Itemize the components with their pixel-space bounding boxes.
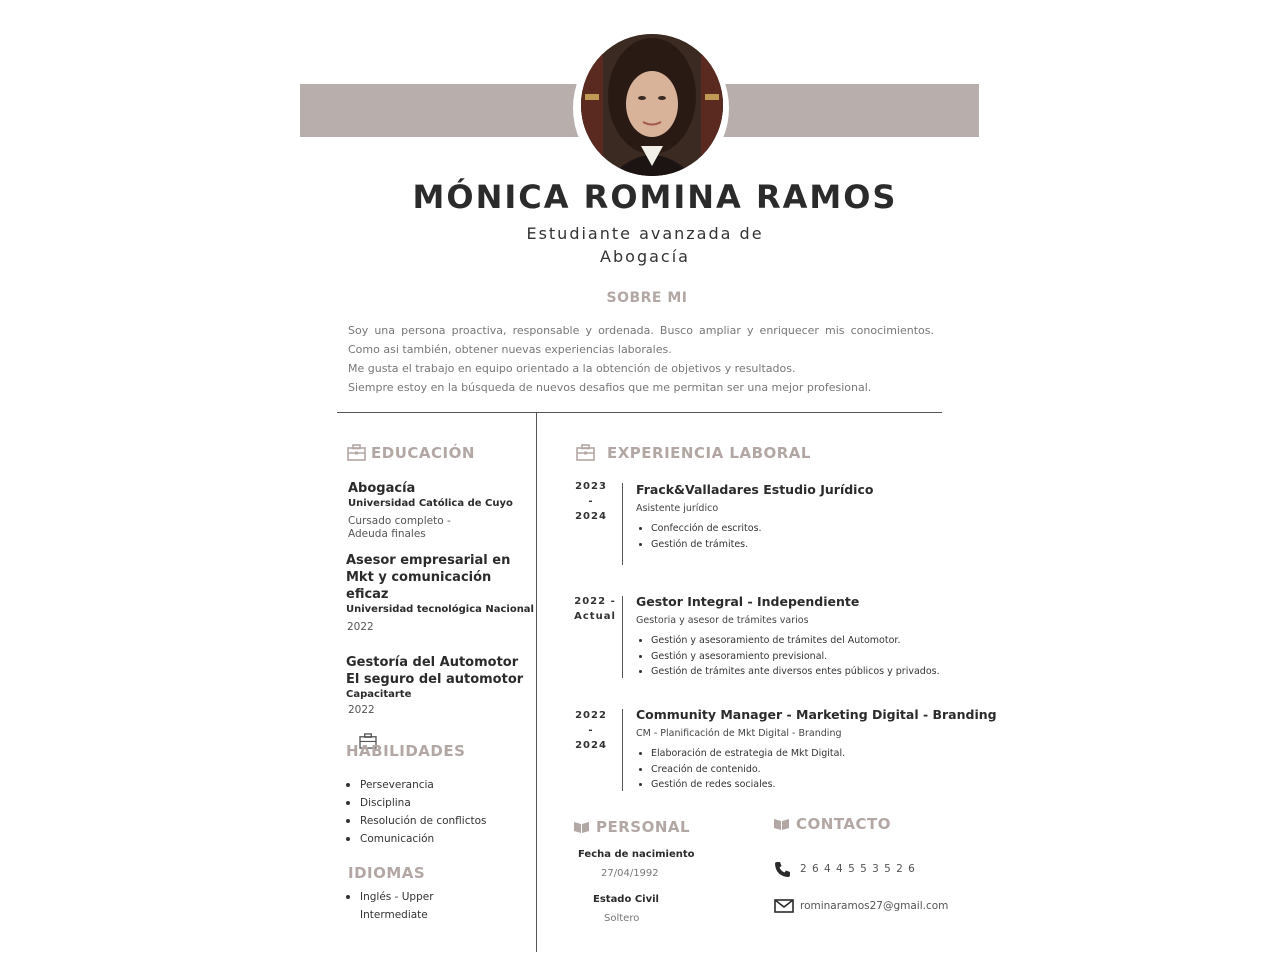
- about-text: [348, 321, 934, 397]
- education-degree-line: eficaz: [346, 587, 389, 602]
- subtitle-line: Estudiante avanzada de: [526, 224, 764, 243]
- candidate-name: MÓNICA ROMINA RAMOS: [412, 178, 898, 216]
- list-item: Comunicación: [346, 830, 487, 848]
- list-item: Gestión y asesoramiento previsional.: [636, 649, 940, 665]
- list-item: Gestión y asesoramiento de trámites del Automotor.: [636, 633, 940, 649]
- education-institution: Universidad Católica de Cuyo: [348, 498, 513, 509]
- list-item: Creación de contenido.: [636, 762, 845, 778]
- skills-title: HABILIDADES: [346, 742, 466, 760]
- horizontal-divider: [337, 412, 942, 413]
- briefcase-icon: [576, 444, 595, 461]
- phone-icon: [774, 861, 791, 878]
- job-role: Gestoria y asesor de trámites varios: [636, 615, 809, 626]
- list-item: Gestión de trámites.: [636, 537, 762, 553]
- civil-status-value: Soltero: [604, 913, 640, 924]
- year-dash: -: [588, 496, 594, 507]
- about-paragraph: Siempre estoy en la búsqueda de nuevos desafios que me permitan ser una mejor profesional.: [348, 381, 872, 394]
- education-institution: Universidad tecnológica Nacional: [346, 604, 534, 615]
- education-note-line: Adeuda finales: [348, 528, 426, 540]
- education-degree-line: Asesor empresarial en: [346, 553, 511, 568]
- education-degree: [346, 654, 523, 688]
- list-item: Disciplina: [346, 794, 487, 812]
- education-degree-line: El seguro del automotor: [346, 672, 524, 687]
- education-institution: Capacitarte: [346, 689, 412, 700]
- year-end: 2024: [575, 740, 607, 751]
- education-degree: [346, 552, 510, 603]
- education-degree-line: Gestoría del Automotor: [346, 655, 519, 670]
- contact-title: CONTACTO: [796, 815, 891, 833]
- year-start: 2022 -: [574, 596, 616, 607]
- education-note: [348, 515, 451, 541]
- list-item: [346, 888, 434, 924]
- languages-title: IDIOMAS: [348, 864, 426, 882]
- year-start: 2022: [575, 710, 607, 721]
- avatar: [581, 34, 723, 176]
- job-tasks: [636, 521, 762, 552]
- year-end: Actual: [574, 611, 616, 622]
- candidate-subtitle: [445, 222, 845, 268]
- job-tasks: [636, 746, 845, 793]
- job-years: [570, 594, 620, 624]
- education-year: 2022: [347, 621, 374, 633]
- job-title: Gestor Integral - Independiente: [636, 594, 860, 609]
- job-tasks: [636, 633, 940, 680]
- timeline-line: [622, 483, 623, 565]
- list-item: Elaboración de estrategia de Mkt Digital.: [636, 746, 845, 762]
- about-paragraph: Soy una persona proactiva, responsable y ordenada. Busco ampliar y enriquecer mis conocimientos. Como asi también, obtener nuevas experiencias laborales.: [348, 324, 934, 356]
- language-line: Intermediate: [360, 909, 428, 921]
- job-role: CM - Planificación de Mkt Digital - Branding: [636, 728, 842, 739]
- job-title: Community Manager - Marketing Digital - Branding: [636, 707, 997, 722]
- briefcase-icon: [347, 444, 366, 461]
- list-item: Gestión de trámites ante diversos entes públicos y privados.: [636, 664, 940, 680]
- languages-list: [346, 888, 434, 924]
- list-item: Confección de escritos.: [636, 521, 762, 537]
- about-paragraph: Me gusta el trabajo en equipo orientado a la obtención de objetivos y resultados.: [348, 362, 796, 375]
- education-degree: Abogacía: [348, 481, 416, 496]
- contact-phone[interactable]: 2 6 4 4 5 5 3 5 2 6: [800, 863, 916, 875]
- education-note-line: Cursado completo -: [348, 515, 451, 527]
- education-degree-line: Mkt y comunicación: [346, 570, 492, 585]
- timeline-line: [622, 596, 623, 678]
- book-icon: [573, 820, 590, 834]
- experience-title: EXPERIENCIA LABORAL: [607, 444, 811, 462]
- skills-list: [346, 776, 487, 848]
- envelope-icon: [774, 899, 794, 913]
- year-end: 2024: [575, 511, 607, 522]
- timeline-line: [622, 709, 623, 791]
- education-year: 2022: [348, 704, 375, 716]
- birth-label: Fecha de nacimiento: [578, 849, 695, 860]
- list-item: Perseverancia: [346, 776, 487, 794]
- contact-email[interactable]: rominaramos27@gmail.com: [800, 900, 949, 912]
- birth-value: 27/04/1992: [601, 868, 659, 879]
- civil-status-label: Estado Civil: [593, 894, 659, 905]
- education-title: EDUCACIÓN: [371, 444, 475, 462]
- subtitle-line: Abogacía: [600, 247, 690, 266]
- job-role: Asistente jurídico: [636, 503, 719, 514]
- year-dash: -: [588, 725, 594, 736]
- language-line: Inglés - Upper: [360, 891, 434, 903]
- list-item: Resolución de conflictos: [346, 812, 487, 830]
- book-icon: [773, 817, 790, 831]
- about-title: SOBRE MI: [606, 290, 688, 306]
- list-item: Gestión de redes sociales.: [636, 777, 845, 793]
- job-years: [566, 708, 616, 753]
- vertical-divider: [536, 412, 537, 952]
- personal-title: PERSONAL: [596, 818, 691, 836]
- job-years: [566, 479, 616, 524]
- year-start: 2023: [575, 481, 607, 492]
- job-title: Frack&Valladares Estudio Jurídico: [636, 482, 874, 497]
